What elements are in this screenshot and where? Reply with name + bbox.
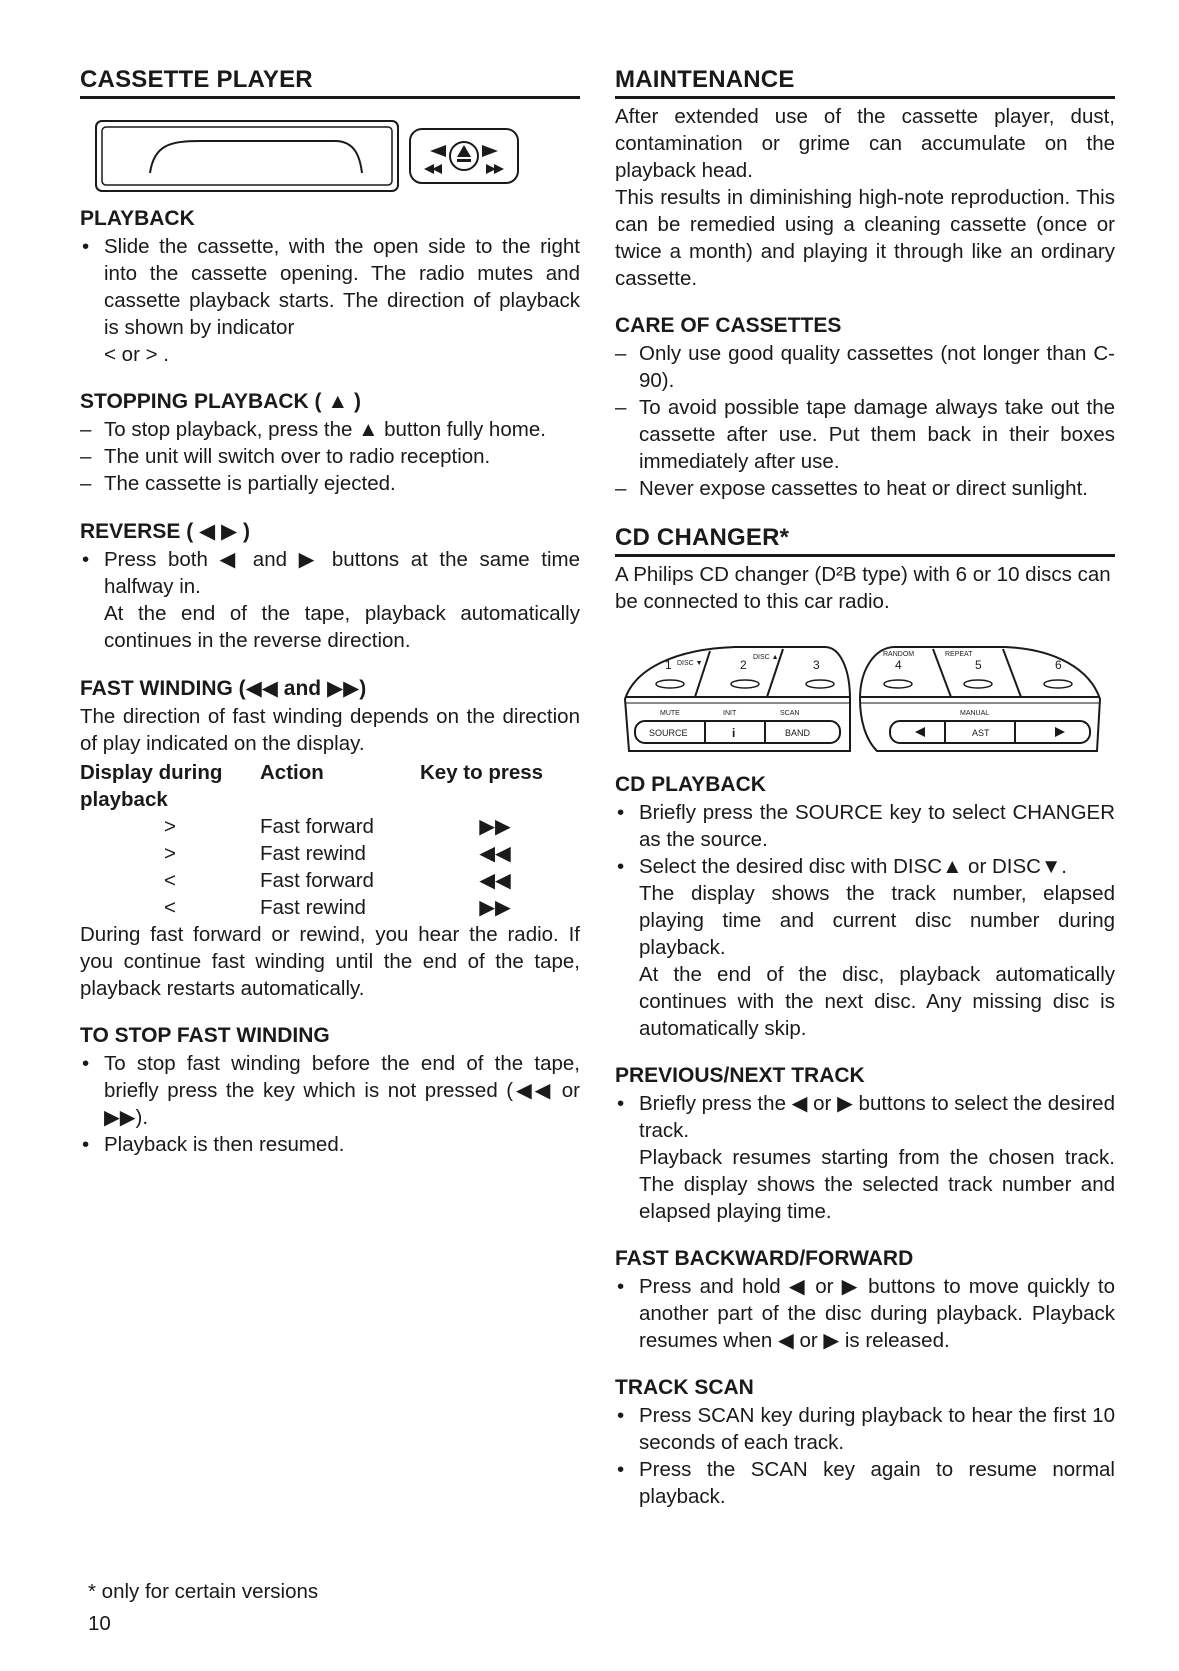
svg-text:i: i [732, 726, 736, 740]
maintenance-para1: After extended use of the cassette player, dust, contamination or grime can accumulate on the playback head. [615, 105, 1115, 182]
cd-playback-list [615, 799, 1115, 1042]
disc-down-label: DISC ▼ [677, 660, 703, 667]
page-number: 10 [88, 1612, 111, 1635]
track-scan-heading: TRACK SCAN [615, 1376, 754, 1399]
list-item: • To stop fast winding before the end of the tape, briefly press the key which is not pressed (◀◀ or ▶▶). [80, 1050, 580, 1131]
maintenance-title: MAINTENANCE [615, 66, 1115, 99]
ast-key-label: AST [972, 728, 990, 738]
list-item [80, 546, 580, 654]
reverse-heading: REVERSE ( ◀ ▶ ) [80, 520, 250, 543]
list-item: – To stop playback, press the ▲ button fully home. [80, 416, 580, 443]
list-item [615, 853, 1115, 1042]
list-item: – Never expose cassettes to heat or direct sunlight. [615, 475, 1115, 502]
key-1-label: 1 [665, 658, 672, 672]
table-header: Action [260, 761, 324, 784]
cd-changer-text: A Philips CD changer (D²B type) with 6 or 10 discs can be connected to this car radio. [615, 563, 1111, 613]
fast-backward-forward-list [615, 1273, 1115, 1354]
disc-up-label: DISC ▲ [753, 654, 779, 661]
previous-next-text: Briefly press the ◀ or ▶ buttons to select the desired track. [639, 1092, 1115, 1142]
list-item: – The cassette is partially ejected. [80, 470, 580, 497]
source-key-label: SOURCE [649, 728, 688, 738]
cd-changer-panel-illustration [615, 639, 1115, 759]
table-cell: ◀◀ [479, 869, 511, 892]
previous-next-continuation: Playback resumes starting from the chosen track. The display shows the selected track number and elapsed playing time. [639, 1146, 1115, 1223]
table-cell: < [164, 896, 176, 919]
reverse-list [80, 546, 580, 654]
table-cell: > [164, 815, 176, 838]
key-4-label: 4 [895, 658, 902, 672]
cd-playback-heading: CD PLAYBACK [615, 773, 766, 796]
key-3-label: 3 [813, 658, 820, 672]
table-cell: Fast rewind [260, 842, 366, 865]
key-6-label: 6 [1055, 658, 1062, 672]
table-cell: > [164, 842, 176, 865]
list-item: – The unit will switch over to radio reception. [80, 443, 580, 470]
cd-playback-select-text: Select the desired disc with DISC▲ or DISC▼. [639, 855, 1067, 878]
key-5-label: 5 [975, 658, 982, 672]
care-list [615, 340, 1115, 502]
table-header: Display during playback [80, 761, 223, 811]
repeat-label: REPEAT [945, 651, 973, 658]
cassette-slot-icon [80, 117, 540, 197]
playback-list [80, 233, 580, 368]
stopping-playback-heading: STOPPING PLAYBACK ( ▲ ) [80, 390, 361, 413]
table-cell: Fast forward [260, 869, 374, 892]
cassette-player-title: CASSETTE PLAYER [80, 66, 580, 99]
list-item [80, 233, 580, 368]
cd-changer-title: CD CHANGER* [615, 524, 1115, 557]
table-cell: Fast forward [260, 815, 374, 838]
cd-playback-display-text: The display shows the track number, elapsed playing time and current disc number during playback. [639, 882, 1115, 959]
track-scan-list [615, 1402, 1115, 1510]
list-item: • Press the SCAN key again to resume normal playback. [615, 1456, 1115, 1510]
playback-indicator-text: < or > . [104, 343, 169, 366]
list-item: – To avoid possible tape damage always take out the cassette after use. Put them back in their boxes immediately after use. [615, 394, 1115, 475]
list-item: • Briefly press the SOURCE key to select CHANGER as the source. [615, 799, 1115, 853]
stopping-list [80, 416, 580, 497]
footnote: * only for certain versions [88, 1580, 319, 1603]
table-row [80, 813, 570, 840]
key-2-label: 2 [740, 658, 747, 672]
fast-backward-forward-heading: FAST BACKWARD/FORWARD [615, 1247, 914, 1270]
table-row [80, 867, 570, 894]
table-cell: < [164, 869, 176, 892]
manual-label: MANUAL [960, 710, 990, 717]
fast-winding-heading: FAST WINDING (◀◀ and ▶▶) [80, 677, 367, 700]
mute-label: MUTE [660, 710, 680, 717]
list-item: • Press and hold ◀ or ▶ buttons to move quickly to another part of the disc during playback. Playback resumes when ◀ or ▶ is released. [615, 1273, 1115, 1354]
cd-changer-panel-icon [615, 639, 1105, 759]
list-item [615, 1090, 1115, 1225]
table-cell: ▶▶ [479, 815, 511, 838]
care-of-cassettes-heading: CARE OF CASSETTES [615, 314, 842, 337]
random-label: RANDOM [883, 651, 915, 658]
fast-winding-after: During fast forward or rewind, you hear the radio. If you continue fast winding until the end of the tape, playback restarts automatically. [80, 923, 580, 1000]
cassette-slot-illustration [80, 117, 580, 197]
reverse-continuation: At the end of the tape, playback automatically continues in the reverse direction. [104, 602, 580, 652]
table-cell: Fast rewind [260, 896, 366, 919]
table-cell: ▶▶ [479, 896, 511, 919]
reverse-text: Press both ◀ and ▶ buttons at the same time halfway in. [104, 548, 580, 598]
list-item: • Press SCAN key during playback to hear the first 10 seconds of each track. [615, 1402, 1115, 1456]
left-column [80, 66, 580, 1158]
scan-label: SCAN [780, 710, 800, 717]
table-cell: ◀◀ [479, 842, 511, 865]
stop-fast-winding-heading: TO STOP FAST WINDING [80, 1024, 330, 1047]
init-label: INIT [723, 710, 737, 717]
right-column [615, 66, 1115, 1510]
previous-next-list [615, 1090, 1115, 1225]
maintenance-para2: This results in diminishing high-note reproduction. This can be remedied using a cleaning cassette (once or twice a month) and playing it through like an ordinary cassette. [615, 186, 1115, 290]
table-header-row [80, 759, 570, 813]
previous-next-track-heading: PREVIOUS/NEXT TRACK [615, 1064, 865, 1087]
cd-playback-end-text: At the end of the disc, playback automatically continues with the next disc. Any missing disc is automatically skip. [639, 963, 1115, 1040]
fast-winding-table [80, 759, 570, 921]
playback-heading: PLAYBACK [80, 207, 195, 230]
table-row [80, 840, 570, 867]
band-key-label: BAND [785, 728, 811, 738]
table-header: Key to press [420, 761, 544, 784]
table-row [80, 894, 570, 921]
list-item: – Only use good quality cassettes (not longer than C-90). [615, 340, 1115, 394]
list-item: • Playback is then resumed. [80, 1131, 580, 1158]
fast-winding-intro: The direction of fast winding depends on the direction of play indicated on the display. [80, 705, 580, 755]
stop-fast-winding-list [80, 1050, 580, 1158]
playback-text: Slide the cassette, with the open side to the right into the cassette opening. The radio mutes and cassette playback starts. The direction of playback is shown by indicator [104, 235, 580, 339]
